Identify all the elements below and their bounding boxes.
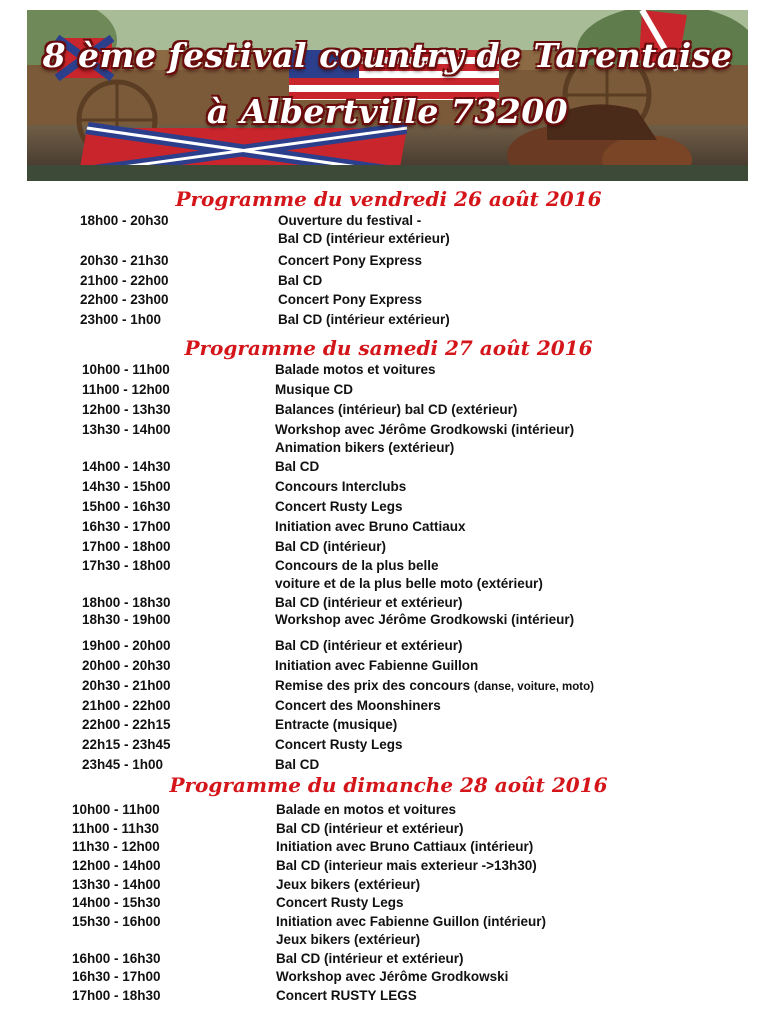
event: Bal CD (intérieur et extérieur) <box>276 951 464 966</box>
time: 13h30 - 14h00 <box>82 422 171 437</box>
time: 16h30 - 17h00 <box>72 969 161 984</box>
time: 21h00 - 22h00 <box>80 273 169 288</box>
event: Bal CD (interieur mais exterieur ->13h30) <box>276 858 537 873</box>
event: Concert Rusty Legs <box>276 895 404 910</box>
event-main: Remise des prix des concours <box>275 678 471 693</box>
event: Initiation avec Fabienne Guillon <box>275 658 479 673</box>
event: Balade en motos et voitures <box>276 802 457 817</box>
event: Concours Interclubs <box>275 479 407 494</box>
event: Bal CD (intérieur extérieur) <box>278 312 450 327</box>
event-detail: Bal CD (intérieur extérieur) <box>278 231 450 246</box>
event: Concert Rusty Legs <box>275 737 403 752</box>
event: Workshop avec Jérôme Grodkowski <box>276 969 509 984</box>
event: Concours de la plus belle <box>275 558 439 573</box>
time: 16h30 - 17h00 <box>82 519 171 534</box>
time: 16h00 - 16h30 <box>72 951 161 966</box>
time: 11h00 - 11h30 <box>72 821 160 836</box>
time: 12h00 - 13h30 <box>82 402 171 417</box>
time: 17h00 - 18h00 <box>82 539 171 554</box>
time: 14h00 - 14h30 <box>82 459 171 474</box>
time: 18h00 - 20h30 <box>80 213 169 228</box>
time: 11h00 - 12h00 <box>82 382 170 397</box>
event: Concert Pony Express <box>278 253 423 268</box>
time: 18h30 - 19h00 <box>82 612 171 627</box>
time: 20h30 - 21h00 <box>82 678 171 693</box>
time: 14h00 - 15h30 <box>72 895 161 910</box>
time: 22h15 - 23h45 <box>82 737 171 752</box>
time: 10h00 - 11h00 <box>82 362 170 377</box>
event: Concert RUSTY LEGS <box>276 988 417 1003</box>
event: Musique CD <box>275 382 354 397</box>
festival-title: 8 ème festival country de Tarentaise <box>42 36 733 75</box>
time: 23h45 - 1h00 <box>82 757 164 772</box>
time: 14h30 - 15h00 <box>82 479 171 494</box>
friday-heading: Programme du vendredi 26 août 2016 <box>175 187 602 211</box>
event: Concert Pony Express <box>278 292 423 307</box>
event: Bal CD <box>275 459 320 474</box>
event: Bal CD (intérieur et extérieur) <box>275 595 463 610</box>
time: 15h00 - 16h30 <box>82 499 171 514</box>
event: Bal CD <box>278 273 323 288</box>
event: Balade motos et voitures <box>275 362 436 377</box>
event: Bal CD (intérieur et extérieur) <box>276 821 464 836</box>
event: Concert Rusty Legs <box>275 499 403 514</box>
event: Bal CD <box>275 757 320 772</box>
event: Initiation avec Fabienne Guillon (intérieur) <box>276 914 547 929</box>
time: 20h30 - 21h30 <box>80 253 169 268</box>
time: 18h00 - 18h30 <box>82 595 171 610</box>
time: 13h30 - 14h00 <box>72 877 161 892</box>
event: Bal CD (intérieur et extérieur) <box>275 638 463 653</box>
time: 15h30 - 16h00 <box>72 914 161 929</box>
event-detail: Jeux bikers (extérieur) <box>276 932 421 947</box>
event: Balances (intérieur) bal CD (extérieur) <box>275 402 518 417</box>
event: Bal CD (intérieur) <box>275 539 387 554</box>
event: Concert des Moonshiners <box>275 698 441 713</box>
time: 22h00 - 22h15 <box>82 717 171 732</box>
saturday-heading: Programme du samedi 27 août 2016 <box>184 336 593 360</box>
time: 23h00 - 1h00 <box>80 312 162 327</box>
event-detail: voiture et de la plus belle moto (extérieur) <box>275 576 543 591</box>
event: Initiation avec Bruno Cattiaux (intérieur) <box>276 839 534 854</box>
event: Ouverture du festival - <box>278 213 422 228</box>
festival-location: à Albertville 73200 <box>206 92 569 131</box>
event: Jeux bikers (extérieur) <box>276 877 421 892</box>
header-banner <box>27 10 748 181</box>
time: 17h30 - 18h00 <box>82 558 171 573</box>
event: Workshop avec Jérôme Grodkowski (intérieur) <box>275 612 575 627</box>
time: 22h00 - 23h00 <box>80 292 169 307</box>
event <box>275 677 594 696</box>
event-note: (danse, voiture, moto) <box>473 681 594 693</box>
time: 11h30 - 12h00 <box>72 839 160 854</box>
event: Initiation avec Bruno Cattiaux <box>275 519 466 534</box>
time: 10h00 - 11h00 <box>72 802 160 817</box>
time: 12h00 - 14h00 <box>72 858 161 873</box>
time: 17h00 - 18h30 <box>72 988 161 1003</box>
time: 19h00 - 20h00 <box>82 638 171 653</box>
event: Workshop avec Jérôme Grodkowski (intérieur) <box>275 422 575 437</box>
event: Entracte (musique) <box>275 717 398 732</box>
event-detail: Animation bikers (extérieur) <box>275 440 455 455</box>
time: 21h00 - 22h00 <box>82 698 171 713</box>
sunday-heading: Programme du dimanche 28 août 2016 <box>169 773 608 797</box>
time: 20h00 - 20h30 <box>82 658 171 673</box>
